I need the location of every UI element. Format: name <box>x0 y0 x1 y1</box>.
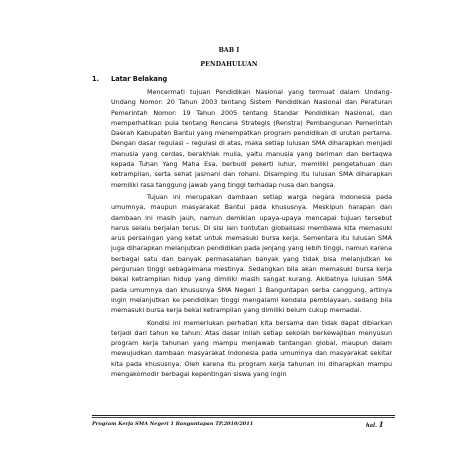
section-title: Latar Belakang <box>111 75 168 83</box>
paragraph-1: Mencermati tujuan Pendidikan Nasional yang termuat dalam Undang-Undang Nomor: 20 Tahun 2003 tentang Sistem Pendidikan Nasional dan Peraturan Pemerintah Nomor: 19 Tahun 2005 tentang Standar Pendidikan Nasional, dan memperhatikan pula tentang Rencana Strategis (Renstra) Pembangunan Pemerintah Daerah Kabupaten Bantul yang menempatkan program pendidikan di urutan pertama. Dengan dasar regulasi – regulasi di atas, maka setiap lulusan SMA diharapkan menjadi manusia yang cerdas, berakhlak mulia, yaitu manusia yang beriman dan bertaqwa kepada Tuhan Yang Maha Esa, berbudi pekerti luhur, memiliki pengetahuan dan ketrampilan, serta sehat jasmani dan rohani. Disamping itu lulusan SMA diharapkan memiliki rasa tanggung jawab yang tinggi terhadap nusa dan bangsa. <box>111 88 392 189</box>
footer-rule-thin <box>92 417 395 418</box>
chapter-title: PENDAHULUAN <box>200 61 258 68</box>
footer-rule <box>92 415 395 416</box>
paragraph-3: Kondisi ini memerlukan perhatian kita bersama dan tidak dapat dibiarkan terjadi dari tahun ke tahun. Atas dasar inilah setiap sekolah berkewajiban menyusun program kerja tahunan yang mampu menjawab tantangan global, maupun dalam mewujudkan dambaan masyarakat Indonesia pada umumnya dan masyarakat sekitar kita pada khususnya. Oleh karena itu program kerja tahunan ini diharapkan mampu mengakomodir berbagai kepentingan siswa yang ingin <box>111 318 392 379</box>
body-text <box>111 87 392 379</box>
chapter-number: BAB I <box>218 47 240 54</box>
footer-page <box>366 420 384 429</box>
section-number: 1. <box>92 75 100 83</box>
page-label: hal. <box>366 423 377 429</box>
page-number: 1 <box>378 420 384 429</box>
paragraph-2: Tujuan ini merupakan dambaan setiap warga negara Indonesia pada umumnya, maupun masyarakat Bantul pada khususnya. Meskipun harapan dan dambaan ini masih jauh, namun demikian upaya-upaya mencapai tujuan tersebut harus selalu berjalan terus. Di sisi lain tuntutan globalisasi membawa kita memasuki arus persaingan yang ketat untuk memasuki bursa kerja. Sementara itu lulusan SMA juga diharapkan melanjutkan pendidikan pada jenjang yang lebih tinggi, namun karena berbagai satu dan banyak permasalahan banyak yang tidak bisa melanjutkan ke perguruan tinggi sebagaimana mestinya. Sedangkan bila akan memasuki bursa kerja bekal ketrampilan hidup yang dimiliki masih sangat kurang. Akibatnya lulusan SMA pada umumnya dan khususnya SMA Negeri 1 Banguntapan serba canggung, artinya ingin melanjutkan ke pendidikan tinggi mengalami kendala pembiayaan, sedang bila memasuki bursa kerja bekal ketrampilan yang dimiliki belum cukup memadai. <box>111 192 392 315</box>
footer-document-title: Program Kerja SMA Negeri 1 Banguntapan TP.2010/2011 <box>92 421 254 427</box>
section-heading <box>92 75 167 83</box>
